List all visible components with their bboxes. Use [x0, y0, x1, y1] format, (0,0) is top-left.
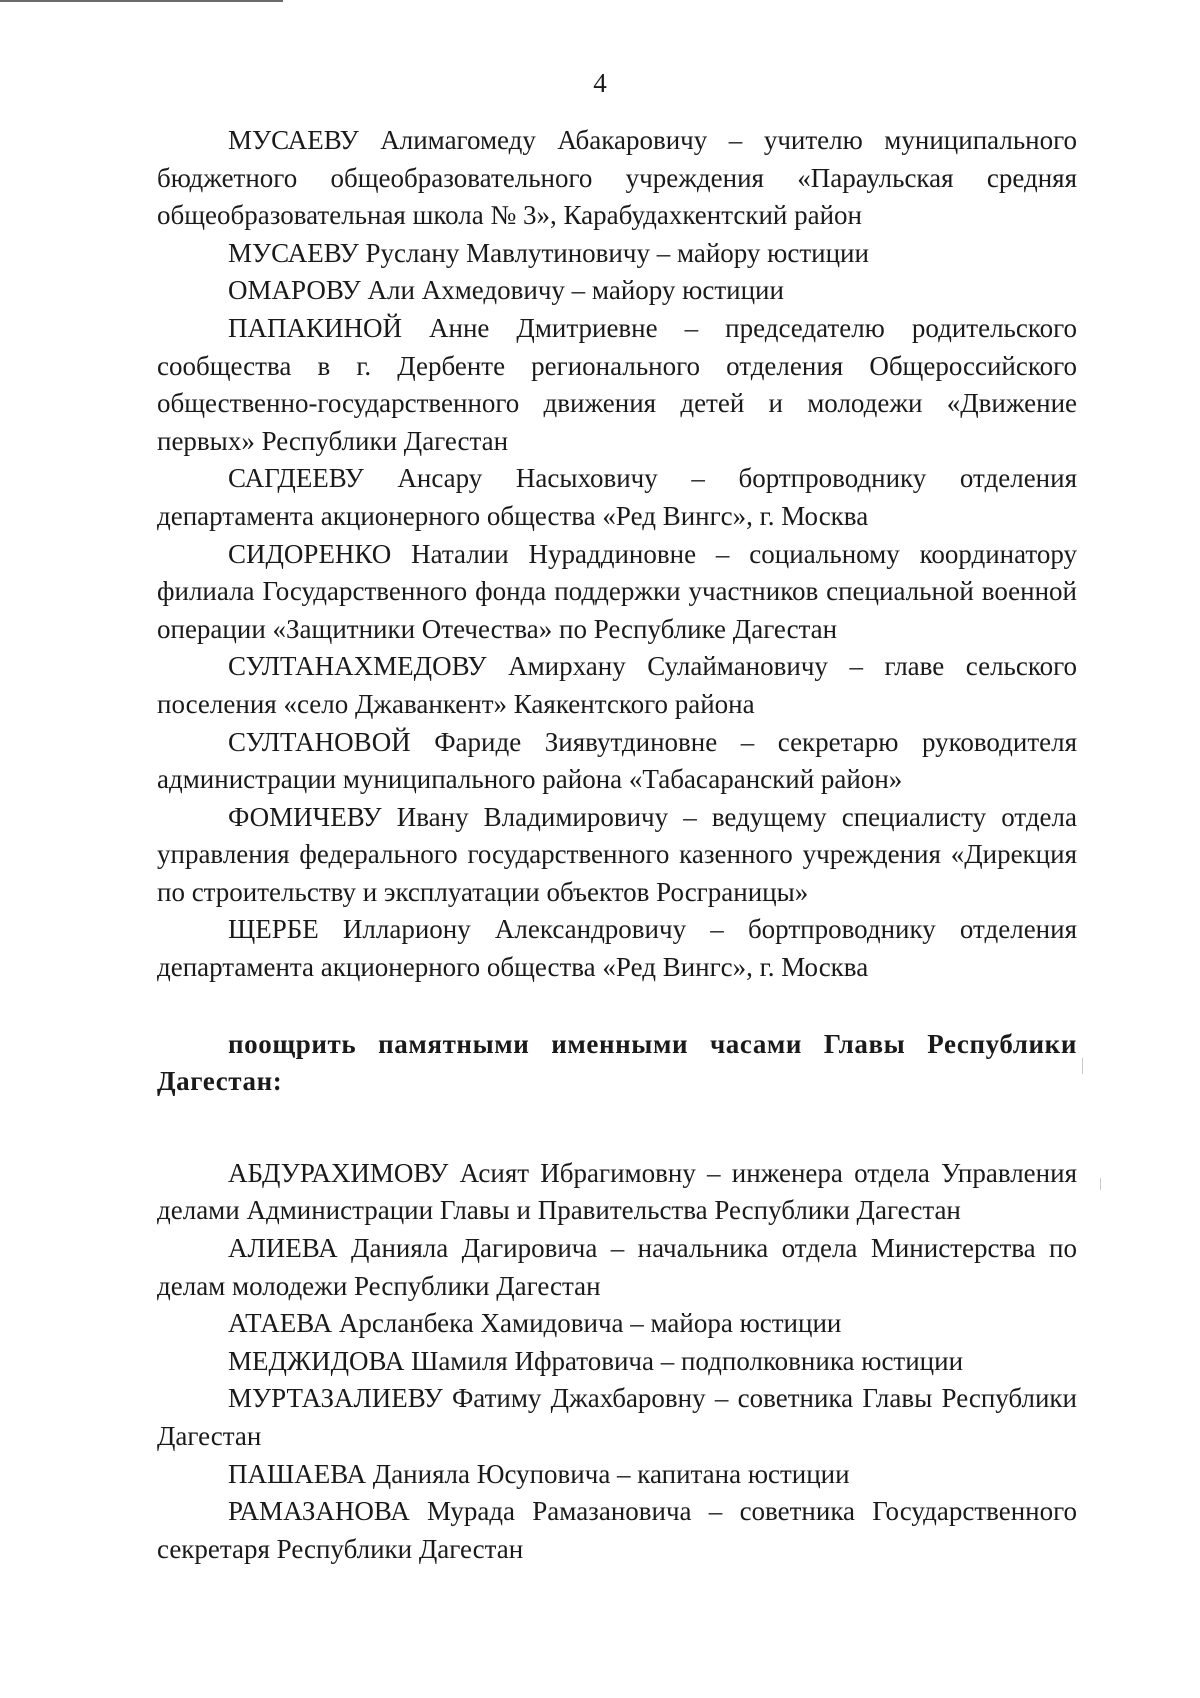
scan-mark [1082, 1058, 1083, 1074]
list-item: ЩЕРБЕ Иллариону Александровичу – бортпроводнику отделения департамента акционерного общества «Ред Вингс», г. Москва [157, 914, 1077, 983]
list-item: ОМАРОВУ Али Ахмедовичу – майору юстиции [228, 275, 784, 306]
list-item: МУСАЕВУ Руслану Мавлутиновичу – майору юстиции [228, 237, 869, 268]
list-item: АТАЕВА Арсланбека Хамидовича – майора юстиции [228, 1308, 842, 1339]
list-item: ПАПАКИНОЙ Анне Дмитриевне – председателю родительского сообщества в г. Дербенте регионального отделения Общероссийского общественно-государственного движения детей и молодежи «Движение первых» Республики Дагестан [157, 312, 1077, 456]
list-item: АБДУРАХИМОВУ Асият Ибрагимовну – инженера отдела Управления делами Администрации Главы и Правительства Республики Дагестан [157, 1157, 1077, 1226]
list-item: СУЛТАНОВОЙ Фариде Зиявутдиновне – секретарю руководителя администрации муниципального района «Табасаранский район» [157, 726, 1077, 795]
list-item: СИДОРЕНКО Наталии Нураддиновне – социальному координатору филиала Государственного фонда поддержки участников специальной военной операции «Защитники Отечества» по Республике Дагестан [157, 538, 1077, 644]
list-item: МУСАЕВУ Алимагомеду Абакаровичу – учителю муниципального бюджетного общеобразовательного учреждения «Параульская средняя общеобразовательная школа № 3», Карабудахкентский район [157, 125, 1077, 231]
list-item: ПАШАЕВА Данияла Юсуповича – капитана юстиции [228, 1458, 850, 1489]
document-body [157, 122, 1077, 1568]
section-heading: поощрить памятными именными часами Главы Республики Дагестан: [157, 1028, 1077, 1097]
list-item: РАМАЗАНОВА Мурада Рамазановича – советника Государственного секретаря Республики Дагестан [157, 1496, 1077, 1564]
list-item: МУРТАЗАЛИЕВУ Фатиму Джахбаровну – советника Главы Республики Дагестан [157, 1383, 1077, 1451]
page-number: 4 [593, 68, 607, 98]
list-item: МЕДЖИДОВА Шамиля Ифратовича – подполковника юстиции [228, 1345, 964, 1376]
list-item: ФОМИЧЕВУ Ивану Владимировичу – ведущему специалисту отдела управления федерального государственного казенного учреждения «Дирекция по строительству и эксплуатации объектов Росграницы» [157, 801, 1077, 907]
list-item: САГДЕЕВУ Ансару Насыховичу – бортпроводнику отделения департамента акционерного общества «Ред Вингс», г. Москва [157, 463, 1077, 531]
list-item: СУЛТАНАХМЕДОВУ Амирхану Сулаймановичу – главе сельского поселения «село Джаванкент» Каякентского района [157, 651, 1077, 719]
list-item: АЛИЕВА Данияла Дагировича – начальника отдела Министерства по делам молодежи Республики Дагестан [157, 1233, 1077, 1301]
scan-mark [1100, 1178, 1101, 1190]
scan-edge-line [0, 0, 283, 2]
